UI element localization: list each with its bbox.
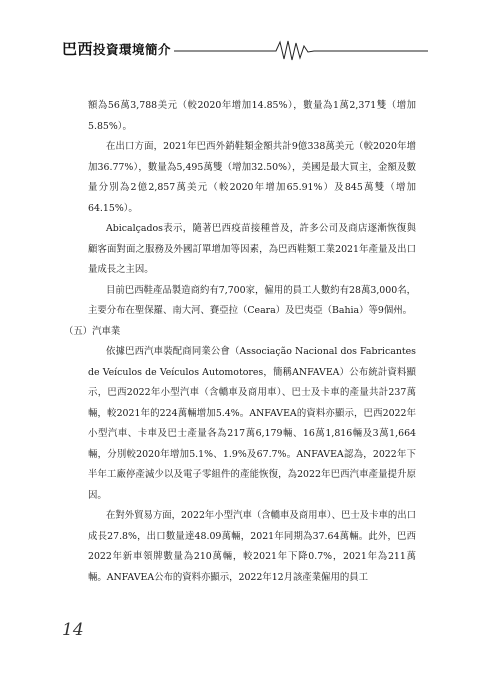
header-title-country: 巴西 [62,40,94,58]
paragraph-abicalcados: Abicalçados表示，隨著巴西疫苗接種普及，許多公司及商店逐漸恢復與顧客面對面之服務及外國訂單增加等因素，為巴西鞋類工業2021年產量及出口量成長之主因。 [88,223,416,275]
paragraph-import-continued: 額為56萬3,788美元（較2020年增加14.85%），數量為1萬2,371雙（增加5.85%）。 [88,100,416,132]
paragraph-manufacturers: 目前巴西鞋產品製造商約有7,700家，僱用的員工人數約有28萬3,000名，主要分布在聖保羅、南大河、賽亞拉（Ceara）及巴夷亞（Bahia）等9個州。 [88,284,416,316]
header-wave-line [174,38,428,62]
header-title-rest: 投資環境簡介 [93,42,172,57]
paragraph-anfavea: 依據巴西汽車裝配商同業公會（Associação Nacional dos Fabricantes de Veículos de Veículos Automotores，簡稱ANFAVEA）公布統計資料顯示，巴西2022年小型汽車（含轎車及商用車）、巴士及卡車的產量共計237萬輛，較2021年的224萬輛增加5.4%。ANFAVEA的資料亦顯示，巴西2022年小型汽車、卡車及巴士產量各為217萬6,179輛、16萬1,816輛及3萬1,664輛，分別較2020年增加5.1%、1.9%及67.7%。ANFAVEA認為，2022年下半年工廠停產減少以及電子零組件的產能恢復，為2022年巴西汽車產量提升原因。 [88,346,416,501]
page-header [62,38,428,62]
page-number: 14 [62,620,84,640]
paragraph-foreign-trade: 在對外貿易方面，2022年小型汽車（含轎車及商用車）、巴士及卡車的出口成長27.8%，出口數量達48.09萬輛，2021年同期為37.64萬輛。此外，巴西2022年新車領牌數量為210萬輛，較2021年下降0.7%，2021年為211萬輛。ANFAVEA公布的資料亦顯示，2022年12月該產業僱用的員工 [88,510,416,583]
section-heading-automotive: （五）汽車業 [64,325,121,337]
body-text [64,96,416,588]
header-title [62,38,171,59]
paragraph-export: 在出口方面，2021年巴西外銷鞋類金額共計9億338萬美元（較2020年增加36.77%），數量為5,495萬雙（增加32.50%），美國是最大買主，金額及數量分別為2億2,857萬美元（較2020年增加65.91%）及845萬雙（增加64.15%）。 [88,141,416,214]
